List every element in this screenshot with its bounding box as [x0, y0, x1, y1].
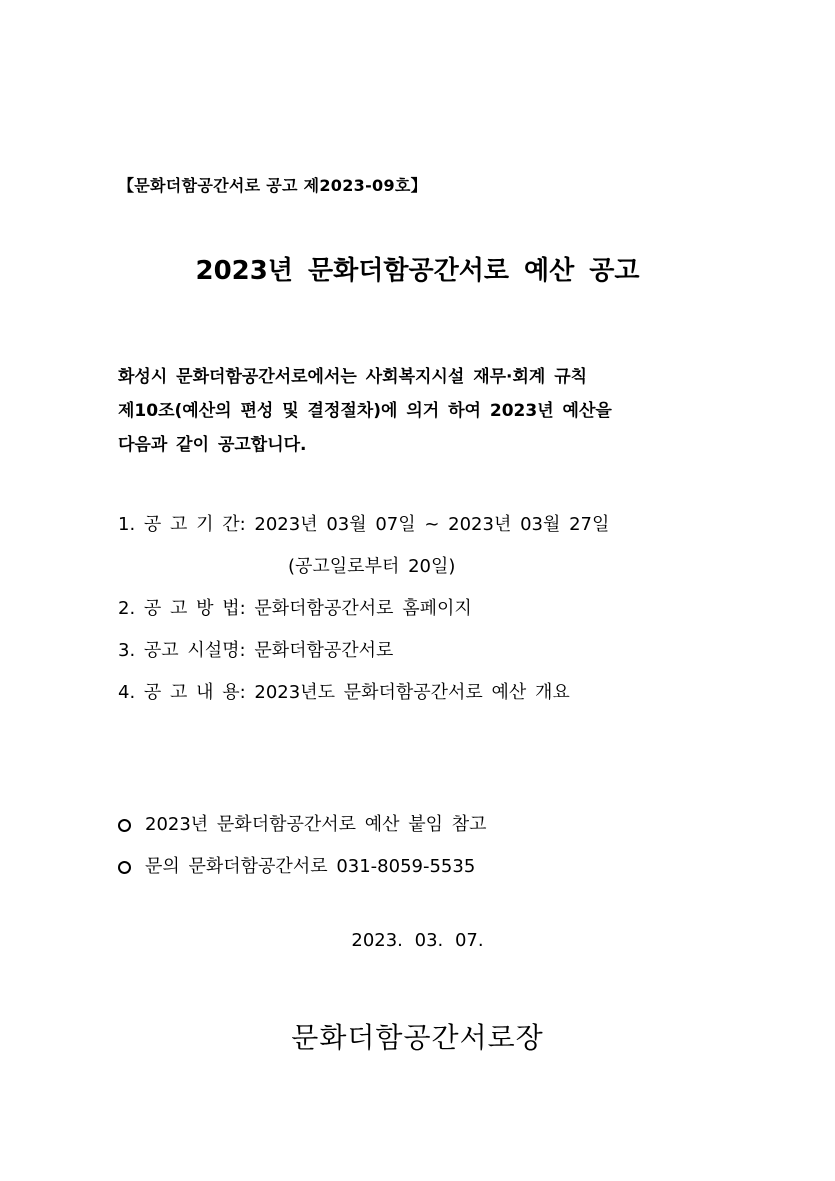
intro-line: 화성시 문화더함공간서로에서는 사회복지시설 재무·회계 규칙	[118, 367, 588, 387]
intro-paragraph	[118, 360, 612, 462]
bullet-text: 문의 문화더함공간서로 031-8059-5535	[145, 856, 476, 877]
notice-period-note: (공고일로부터 20일)	[288, 556, 456, 577]
bullet-attachment	[118, 804, 487, 846]
notice-details-list	[118, 508, 609, 718]
circle-bullet-icon	[118, 861, 131, 874]
notice-facility-item: 3. 공고 시설명: 문화더함공간서로	[118, 640, 394, 661]
reference-bullets	[118, 804, 487, 888]
intro-line: 다음과 같이 공고합니다.	[118, 435, 307, 455]
notice-content-item: 4. 공 고 내 용: 2023년도 문화더함공간서로 예산 개요	[118, 682, 570, 703]
document-title: 2023년 문화더함공간서로 예산 공고	[195, 256, 640, 286]
bullet-contact	[118, 846, 487, 888]
notice-method-item: 2. 공 고 방 법: 문화더함공간서로 홈페이지	[118, 598, 472, 619]
circle-bullet-icon	[118, 819, 131, 832]
notice-reference-number: 【문화더함공간서로 공고 제2023-09호】	[118, 176, 427, 195]
issuer-signature: 문화더함공간서로장	[291, 1021, 544, 1054]
notice-date: 2023. 03. 07.	[351, 930, 484, 951]
bullet-text: 2023년 문화더함공간서로 예산 붙임 참고	[145, 814, 487, 835]
intro-line: 제10조(예산의 편성 및 결정절차)에 의거 하여 2023년 예산을	[118, 401, 612, 421]
notice-period-item: 1. 공 고 기 간: 2023년 03월 07일 ~ 2023년 03월 27일	[118, 514, 610, 535]
